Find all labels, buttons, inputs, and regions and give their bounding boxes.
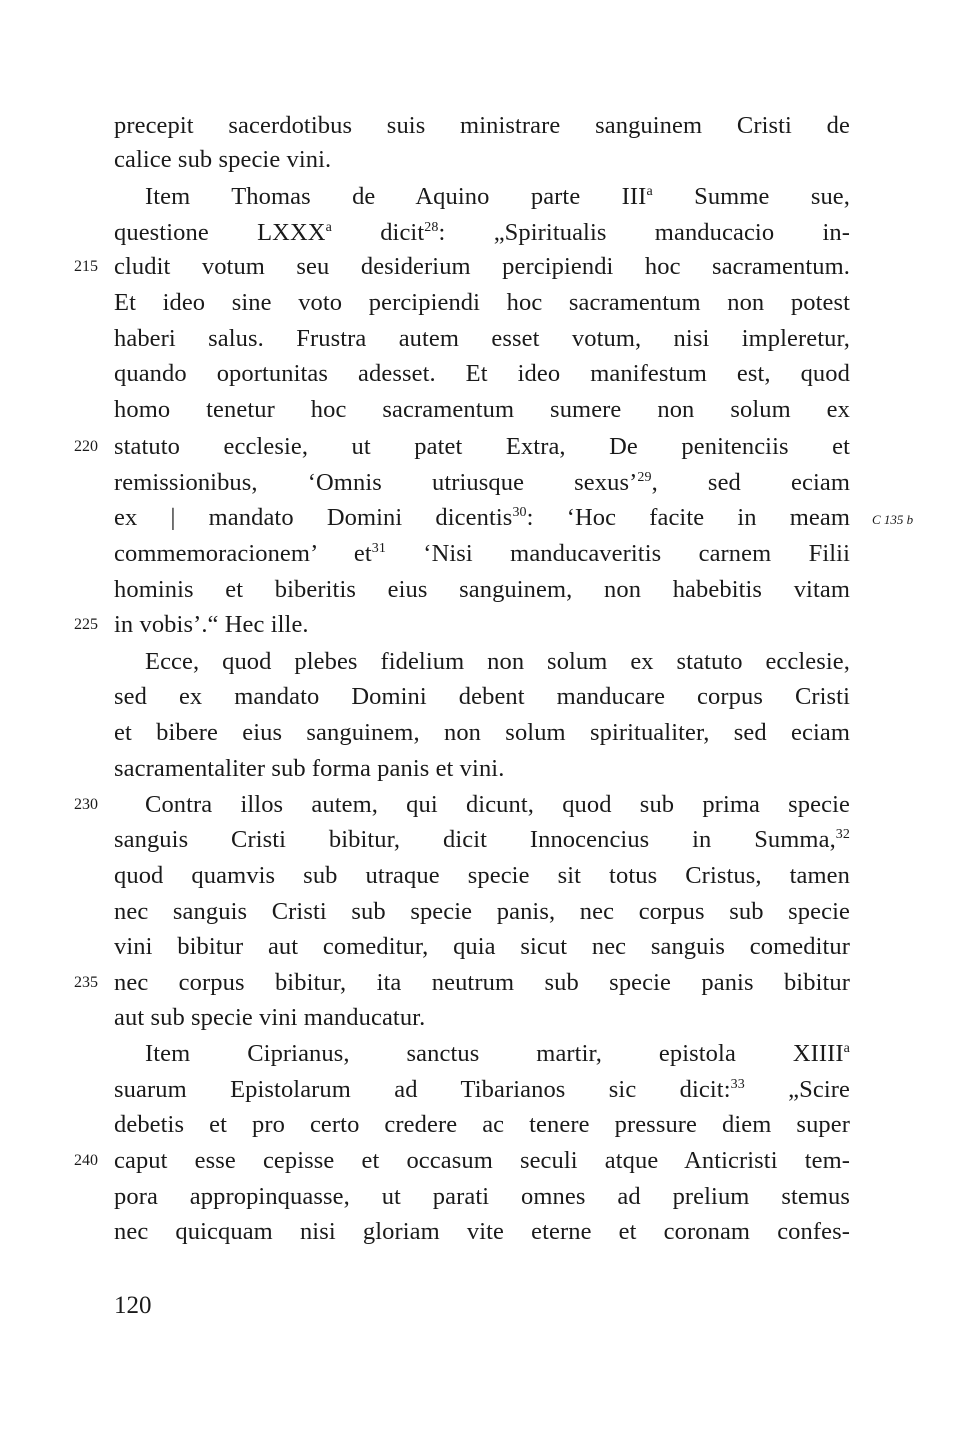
text-line	[114, 859, 850, 893]
text-segment: suarum Epistolarum ad Tibarianos sic dicit:	[114, 1076, 731, 1103]
text-line	[114, 216, 850, 250]
text-segment: : ‘Hoc facite in meam	[526, 504, 851, 531]
text-line	[114, 1073, 850, 1107]
superscript: 33	[730, 1076, 745, 1092]
line-number: 230	[74, 796, 98, 813]
margin-note: C 135 b	[872, 512, 914, 527]
text-line	[114, 250, 850, 284]
text-segment: „Scire	[744, 1076, 850, 1103]
text-line	[114, 966, 850, 1000]
text-line	[114, 430, 850, 464]
text-segment: nec corpus bibitur, ita neutrum sub specie panis bibitur	[114, 969, 850, 996]
text-line	[114, 357, 850, 391]
text-segment: , sed eciam	[651, 469, 851, 496]
text-segment: precepit sacerdotibus suis ministrare sanguinem Cristi de	[114, 112, 850, 139]
text-segment: et bibere eius sanguinem, non solum spiritualiter, sed eciam	[114, 719, 850, 746]
text-segment: Item Ciprianus, sanctus martir, epistola XIIII	[145, 1040, 844, 1067]
text-line	[114, 716, 850, 750]
text-segment: commemoracionem’ et	[114, 540, 372, 567]
page-number: 120	[114, 1292, 152, 1319]
text-segment: haberi salus. Frustra autem esset votum, nisi impleretur,	[114, 325, 850, 352]
text-line	[114, 752, 850, 786]
text-segment: ex | mandato Domini dicentis	[114, 504, 513, 531]
text-line	[114, 466, 850, 500]
superscript: 32	[835, 826, 850, 842]
text-line	[114, 788, 850, 822]
text-line	[114, 1144, 850, 1178]
text-line	[114, 895, 850, 929]
text-line	[114, 1108, 850, 1142]
text-segment: quando oportunitas adesset. Et ideo manifestum est, quod	[114, 360, 850, 387]
text-segment: remissionibus, ‘Omnis utriusque sexus’	[114, 469, 638, 496]
text-segment: ‘Nisi manducaveritis carnem Filii	[385, 540, 850, 567]
text-line	[114, 1180, 850, 1214]
text-segment: cludit votum seu desiderium percipiendi hoc sacramentum.	[114, 253, 850, 280]
text-segment: Item Thomas de Aquino parte III	[145, 183, 647, 210]
text-line	[114, 286, 850, 320]
text-segment: : „Spiritualis manducacio in-	[438, 219, 851, 246]
text-segment: sacramentaliter sub forma panis et vini.	[114, 755, 505, 782]
text-segment: caput esse cepisse et occasum seculi atque Anticristi tem-	[114, 1147, 850, 1174]
text-segment: questione LXXX	[114, 219, 326, 246]
text-segment: hominis et biberitis eius sanguinem, non habebitis vitam	[114, 576, 850, 603]
text-segment: in vobis’.“ Hec ille.	[114, 611, 309, 638]
text-segment: vini bibitur aut comeditur, quia sicut nec sanguis comeditur	[114, 933, 850, 960]
text-line	[114, 645, 850, 679]
text-line	[114, 143, 850, 177]
superscript: 30	[512, 504, 527, 520]
text-segment: nec sanguis Cristi sub specie panis, nec corpus sub specie	[114, 898, 850, 925]
line-number: 220	[74, 438, 98, 455]
text-line	[114, 1037, 850, 1071]
text-line	[114, 1001, 850, 1035]
text-segment: quod quamvis sub utraque specie sit totus Cristus, tamen	[114, 862, 850, 889]
text-segment: sed ex mandato Domini debent manducare corpus Cristi	[114, 683, 850, 710]
superscript: a	[325, 219, 332, 235]
text-line	[114, 608, 850, 642]
text-segment: Contra illos autem, qui dicunt, quod sub prima specie	[145, 791, 850, 818]
line-number: 215	[74, 258, 98, 275]
text-line	[114, 1215, 850, 1249]
superscript: 28	[424, 219, 439, 235]
text-segment: Summe sue,	[652, 183, 851, 210]
text-segment: homo tenetur hoc sacramentum sumere non solum ex	[114, 396, 850, 423]
text-segment: statuto ecclesie, ut patet Extra, De penitenciis et	[114, 433, 850, 460]
superscript: a	[646, 183, 653, 199]
text-line	[114, 393, 850, 427]
text-line	[114, 573, 850, 607]
text-segment: dicit	[331, 219, 425, 246]
text-segment: nec quicquam nisi gloriam vite eterne et coronam confes-	[114, 1218, 850, 1245]
text-segment: Et ideo sine voto percipiendi hoc sacramentum non potest	[114, 289, 850, 316]
line-number: 240	[74, 1152, 98, 1169]
text-segment: sanguis Cristi bibitur, dicit Innocencius in Summa,	[114, 826, 836, 853]
text-line	[114, 930, 850, 964]
text-line	[114, 322, 850, 356]
text-segment: debetis et pro certo credere ac tenere pressure diem super	[114, 1111, 850, 1138]
text-line	[114, 680, 850, 714]
superscript: 29	[637, 469, 652, 485]
text-line	[114, 501, 850, 535]
text-line	[114, 109, 850, 143]
text-segment: Ecce, quod plebes fidelium non solum ex statuto ecclesie,	[145, 648, 850, 675]
text-line	[114, 180, 850, 214]
text-line	[114, 537, 850, 571]
text-line	[114, 823, 850, 857]
text-segment: calice sub specie vini.	[114, 146, 332, 173]
text-segment: pora appropinquasse, ut parati omnes ad prelium stemus	[114, 1183, 850, 1210]
superscript: 31	[371, 540, 386, 556]
line-number: 235	[74, 974, 98, 991]
text-segment: aut sub specie vini manducatur.	[114, 1004, 426, 1031]
line-number: 225	[74, 616, 98, 633]
superscript: a	[843, 1040, 850, 1056]
